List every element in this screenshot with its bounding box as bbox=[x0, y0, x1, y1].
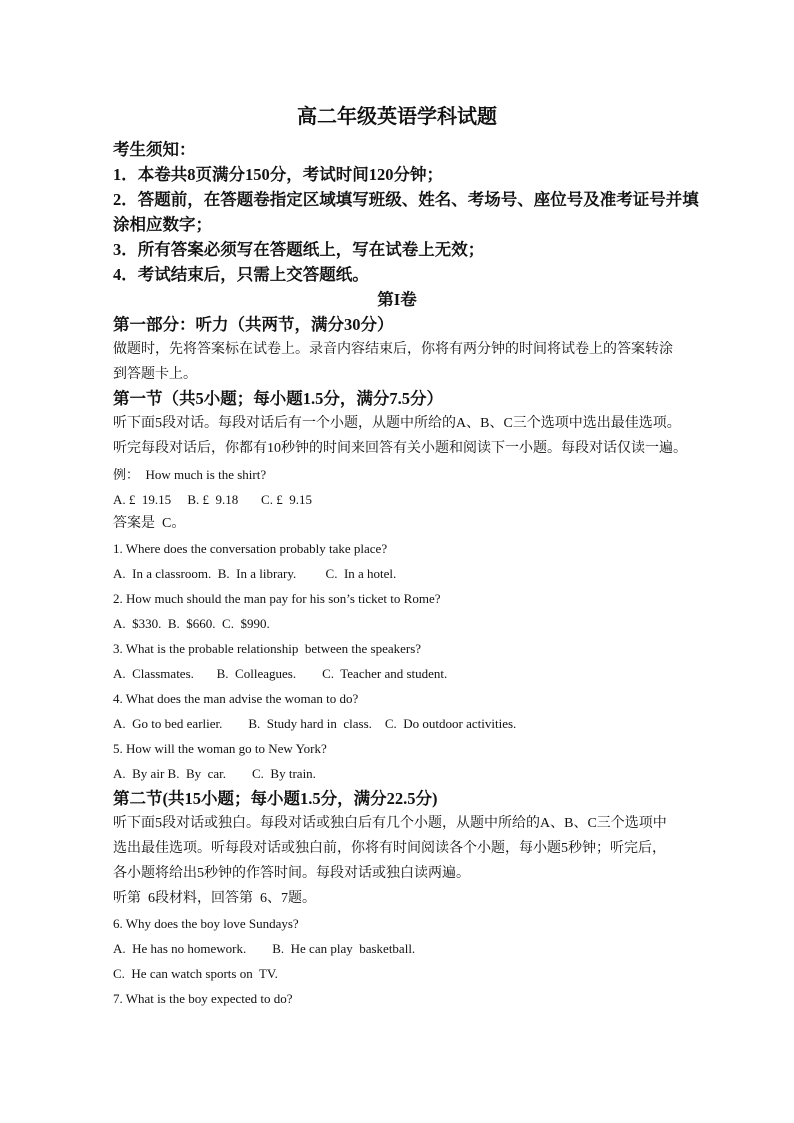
section1-instruction: 听下面5段对话。每段对话后有一个小题，从题中所给的A、B、C三个选项中选出最佳选项。 bbox=[113, 416, 681, 431]
part1-instruction: 到答题卡上。 bbox=[113, 367, 197, 382]
notice-item: 1．本卷共8页满分150分，考试时间120分钟； bbox=[113, 165, 443, 184]
example-question: 例： How much is the shirt? bbox=[113, 467, 267, 482]
volume-title: 第I卷 bbox=[377, 290, 417, 309]
notice-heading: 考生须知： bbox=[113, 140, 196, 159]
question-text: 3. What is the probable relationship between the speakers? bbox=[113, 641, 422, 656]
material-note: 听第 6段材料，回答第 6、7题。 bbox=[113, 891, 316, 906]
example-answer: 答案是 C。 bbox=[113, 516, 186, 531]
question-options: A. In a classroom. B. In a library. C. In a hotel. bbox=[113, 566, 397, 581]
page-title: 高二年级英语学科试题 bbox=[297, 106, 497, 128]
section2-instruction: 听下面5段对话或独白。每段对话或独白后有几个小题，从题中所给的A、B、C三个选项中 bbox=[113, 816, 667, 831]
question-options: A. By air B. By car. C. By train. bbox=[113, 766, 316, 781]
notice-item: 2．答题前，在答题卷指定区域填写班级、姓名、考场号、座位号及准考证号并填 bbox=[113, 190, 699, 209]
part1-heading: 第一部分：听力（共两节，满分30分） bbox=[113, 315, 394, 334]
question-text: 1. Where does the conversation probably take place? bbox=[113, 541, 388, 556]
question-options: A. He has no homework. B. He can play basketball. bbox=[113, 941, 416, 956]
notice-item: 涂相应数字； bbox=[113, 215, 212, 234]
question-text: 2. How much should the man pay for his son’s ticket to Rome? bbox=[113, 591, 441, 606]
question-text: 4. What does the man advise the woman to do? bbox=[113, 691, 359, 706]
question-options: C. He can watch sports on TV. bbox=[113, 966, 278, 981]
section2-heading: 第二节(共15小题；每小题1.5分，满分22.5分) bbox=[113, 789, 438, 808]
example-options: A. £ 19.15 B. £ 9.18 C. £ 9.15 bbox=[113, 492, 312, 507]
section1-heading: 第一节（共5小题；每小题1.5分，满分7.5分） bbox=[113, 389, 443, 408]
question-options: A. Go to bed earlier. B. Study hard in class. C. Do outdoor activities. bbox=[113, 716, 517, 731]
part1-instruction: 做题时，先将答案标在试卷上。录音内容结束后，你将有两分钟的时间将试卷上的答案转涂 bbox=[113, 342, 673, 357]
question-text: 7. What is the boy expected to do? bbox=[113, 991, 293, 1006]
section1-instruction: 听完每段对话后，你都有10秒钟的时间来回答有关小题和阅读下一小题。每段对话仅读一遍。 bbox=[113, 441, 687, 456]
question-options: A. $330. B. $660. C. $990. bbox=[113, 616, 270, 631]
section2-instruction: 各小题将给出5秒钟的作答时间。每段对话或独白读两遍。 bbox=[113, 866, 470, 881]
notice-item: 4．考试结束后，只需上交答题纸。 bbox=[113, 265, 369, 284]
question-options: A. Classmates. B. Colleagues. C. Teacher and student. bbox=[113, 666, 448, 681]
question-text: 5. How will the woman go to New York? bbox=[113, 741, 327, 756]
section2-instruction: 选出最佳选项。听每段对话或独白前，你将有时间阅读各个小题，每小题5秒钟；听完后， bbox=[113, 841, 666, 856]
question-text: 6. Why does the boy love Sundays? bbox=[113, 916, 299, 931]
notice-item: 3．所有答案必须写在答题纸上，写在试卷上无效； bbox=[113, 240, 485, 259]
